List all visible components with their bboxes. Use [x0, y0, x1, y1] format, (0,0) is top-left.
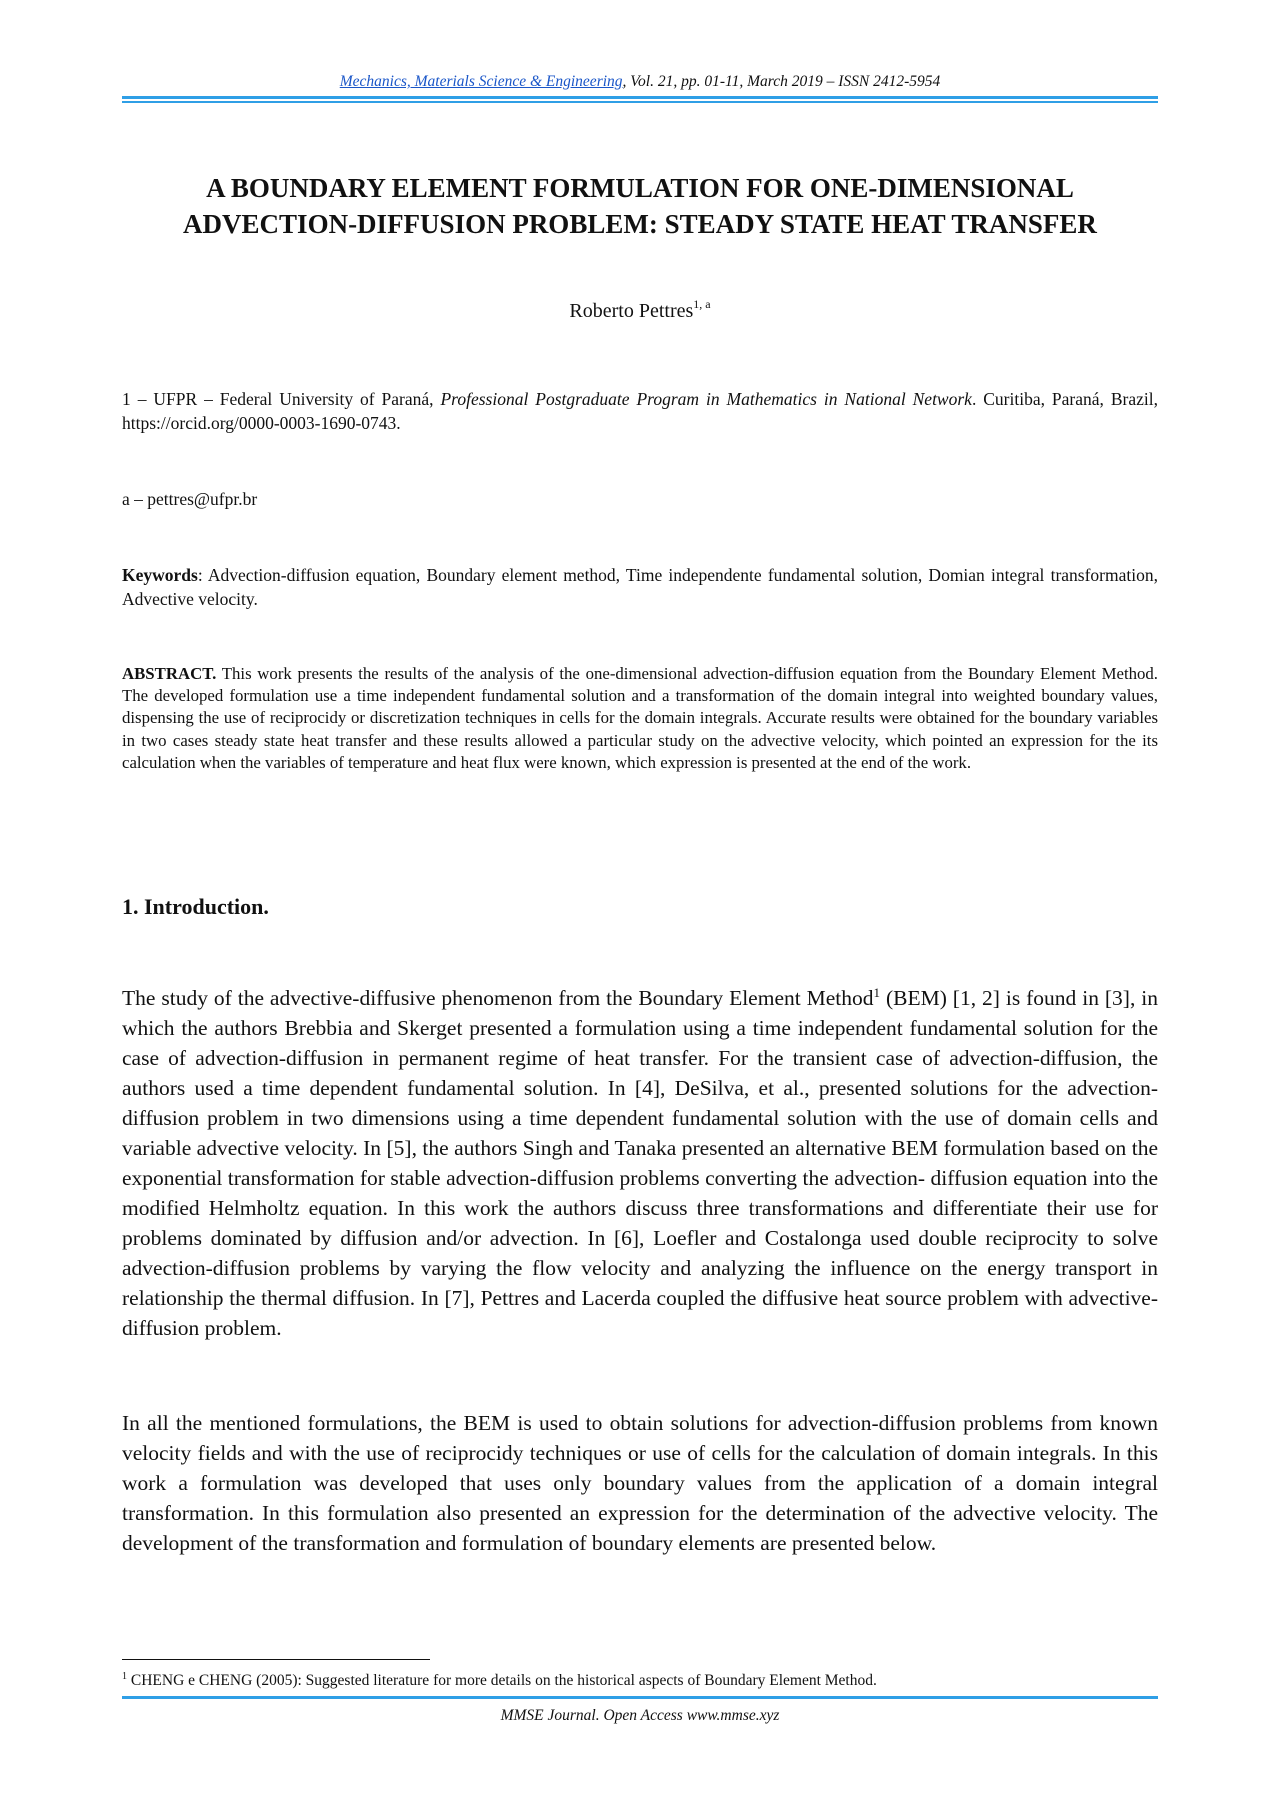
footnote: [122, 1671, 1158, 1690]
title-line-2: ADVECTION-DIFFUSION PROBLEM: STEADY STATE HEAT TRANSFER: [183, 209, 1097, 239]
author-email: a – pettres@ufpr.br: [122, 489, 258, 509]
section-heading-introduction: 1. Introduction.: [122, 894, 269, 919]
abstract-text: This work presents the results of the analysis of the one-dimensional advection-diffusion equation from the Boundary Element Method. The developed formulation use a time independent fundamental solution and a transformation of the domain integral into weighted boundary values, dispensing the use of reciprocidy or discretization techniques in cells for the domain integrals. Accurate results were obtained for the boundary variables in two cases steady state heat transfer and these results allowed a particular study on the advective velocity, which pointed an expression for the its calculation when the variables of temperature and heat flux were known, which expression is presented at the end of the work.: [122, 664, 1158, 772]
author-marks: 1, a: [693, 297, 711, 311]
author-line: [122, 297, 1158, 323]
footnote-mark: 1: [122, 1671, 127, 1682]
author-name: Roberto Pettres: [569, 300, 694, 322]
header-rule-bottom: [122, 101, 1158, 103]
journal-link[interactable]: Mechanics, Materials Science & Engineering: [339, 73, 623, 90]
affiliation-suffix: . Curitiba, Paraná, Brazil, https://orcid.org/0000-0003-1690-0743.: [122, 389, 1158, 433]
affiliation-prefix: 1 – UFPR – Federal University of Paraná,: [122, 389, 441, 409]
affiliation: [122, 387, 1158, 435]
abstract: [122, 663, 1158, 774]
journal-footer: MMSE Journal. Open Access www.mmse.xyz: [500, 1707, 780, 1724]
body-paragraph-1: [122, 978, 1158, 1343]
header-rule-top: [122, 96, 1158, 99]
journal-issue-info: , Vol. 21, pp. 01-11, March 2019 – ISSN 2412-5954: [622, 73, 941, 90]
body-paragraph-2: In all the mentioned formulations, the BEM is used to obtain solutions for advection-diffusion problems from known velocity fields and with the use of reciprocidy techniques or use of cells for the calculation of domain integrals. In this work a formulation was developed that uses only boundary values from the application of a domain integral transformation. In this formulation also presented an expression for the determination of the advective velocity. The development of the transformation and formulation of boundary elements are presented below.: [122, 1411, 1158, 1555]
para1-text-start: The study of the advective-diffusive phenomenon from the Boundary Element Method: [122, 986, 874, 1010]
keywords: [122, 563, 1158, 611]
affiliation-program: Professional Postgraduate Program in Mathematics in National Network: [440, 389, 972, 409]
abstract-label: ABSTRACT.: [122, 664, 217, 683]
keywords-label: Keywords: [122, 565, 198, 585]
title-line-1: A BOUNDARY ELEMENT FORMULATION FOR ONE-DIMENSIONAL: [206, 173, 1074, 203]
keywords-text: : Advection-diffusion equation, Boundary element method, Time independente fundamental solution, Domian integral transformation, Advective velocity.: [122, 565, 1158, 609]
footnote-ref: 1: [873, 985, 881, 1000]
journal-header: [122, 73, 1158, 91]
footer-rule: [122, 1696, 1158, 1699]
para1-text-rest: (BEM) [1, 2] is found in [3], in which the authors Brebbia and Skerget presented a formulation using a time independent fundamental solution for the case of advection-diffusion in permanent regime of heat transfer. For the transient case of advection-diffusion, the authors used a time dependent fundamental solution. In [4], DeSilva, et al., presented solutions for the advection-diffusion problem in two dimensions using a time dependent fundamental solution with the use of domain cells and variable advective velocity. In [5], the authors Singh and Tanaka presented an alternative BEM formulation based on the exponential transformation for stable advection-diffusion problems converting the advection- diffusion equation into the modified Helmholtz equation. In this work the authors discuss three transformations and differentiate their use for problems dominated by diffusion and/or advection. In [6], Loefler and Costalonga used double reciprocity to solve advection-diffusion problems by varying the flow velocity and analyzing the influence on the energy transport in relationship the thermal diffusion. In [7], Pettres and Lacerda coupled the diffusive heat source problem with advective-diffusion problem.: [122, 986, 1158, 1340]
paper-title: [122, 170, 1158, 242]
footnote-text: CHENG e CHENG (2005): Suggested literature for more details on the historical aspects of Boundary Element Method.: [127, 1672, 877, 1689]
footnote-divider: [122, 1659, 430, 1660]
